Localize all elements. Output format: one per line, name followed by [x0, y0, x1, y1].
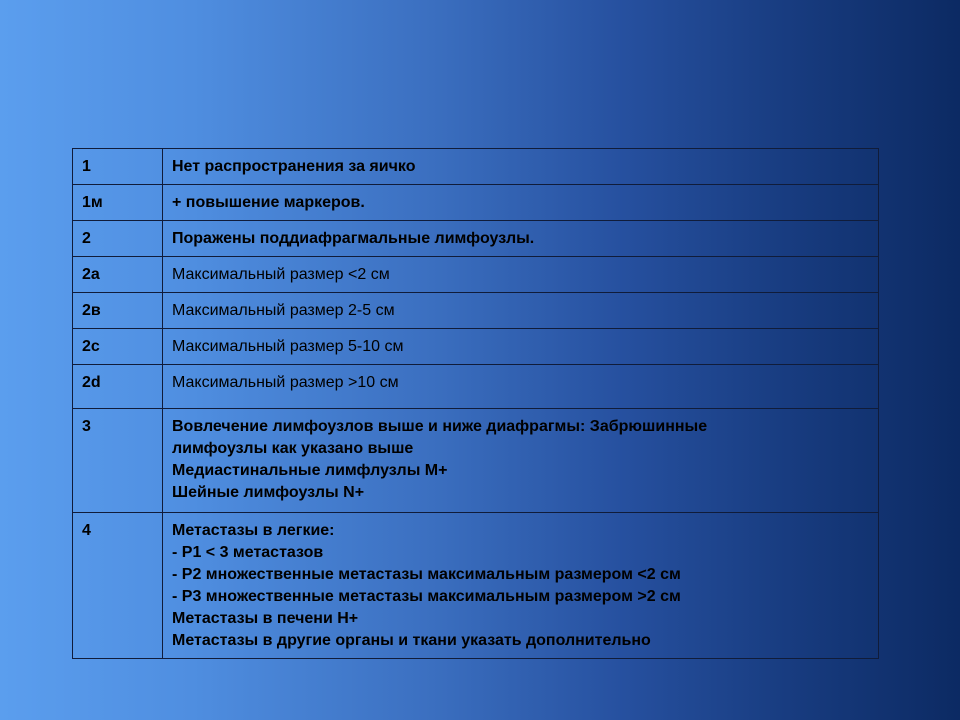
stage-description	[163, 257, 879, 293]
description-line: Поражены поддиафрагмальные лимфоузлы.	[172, 230, 535, 247]
stage-code: 1м	[73, 185, 163, 221]
description-line: Метастазы в другие органы и ткани указать дополнительно	[172, 632, 651, 649]
stage-description	[163, 365, 879, 409]
description-line: - Р3 множественные метастазы максимальным размером >2 см	[172, 588, 681, 605]
description-line: Метастазы в печени Н+	[172, 610, 359, 627]
table-row	[73, 329, 879, 365]
description-line: Максимальный размер 2-5 см	[172, 302, 395, 319]
stage-description	[163, 409, 879, 513]
description-line: - Р1 < 3 метастазов	[172, 544, 324, 561]
description-line: - Р2 множественные метастазы максимальным размером <2 см	[172, 566, 681, 583]
stage-code: 2а	[73, 257, 163, 293]
table-row	[73, 513, 879, 659]
stage-code: 2d	[73, 365, 163, 409]
table-row	[73, 365, 879, 409]
stage-code: 2	[73, 221, 163, 257]
description-line: Максимальный размер <2 см	[172, 266, 390, 283]
table-row	[73, 221, 879, 257]
table-row	[73, 185, 879, 221]
stage-code: 2с	[73, 329, 163, 365]
description-line: Максимальный размер 5-10 см	[172, 338, 404, 355]
stage-code: 4	[73, 513, 163, 659]
description-line: Нет распространения за яичко	[172, 158, 416, 175]
stage-code: 1	[73, 149, 163, 185]
stage-description	[163, 221, 879, 257]
stage-code: 3	[73, 409, 163, 513]
stage-description	[163, 185, 879, 221]
description-line: Шейные лимфоузлы N+	[172, 484, 365, 501]
stage-description	[163, 293, 879, 329]
staging-table	[72, 148, 879, 659]
description-line: Максимальный размер >10 см	[172, 374, 399, 391]
description-line: Метастазы в легкие:	[172, 522, 335, 539]
stage-code: 2в	[73, 293, 163, 329]
table-row	[73, 293, 879, 329]
table-row	[73, 257, 879, 293]
table-row	[73, 149, 879, 185]
stage-description	[163, 149, 879, 185]
table-row	[73, 409, 879, 513]
description-line: лимфоузлы как указано выше	[172, 440, 414, 457]
description-line: Вовлечение лимфоузлов выше и ниже диафрагмы: Забрюшинные	[172, 418, 708, 435]
stage-description	[163, 329, 879, 365]
description-line: Медиастинальные лимфлузлы М+	[172, 462, 448, 479]
description-line: + повышение маркеров.	[172, 194, 365, 211]
stage-description	[163, 513, 879, 659]
